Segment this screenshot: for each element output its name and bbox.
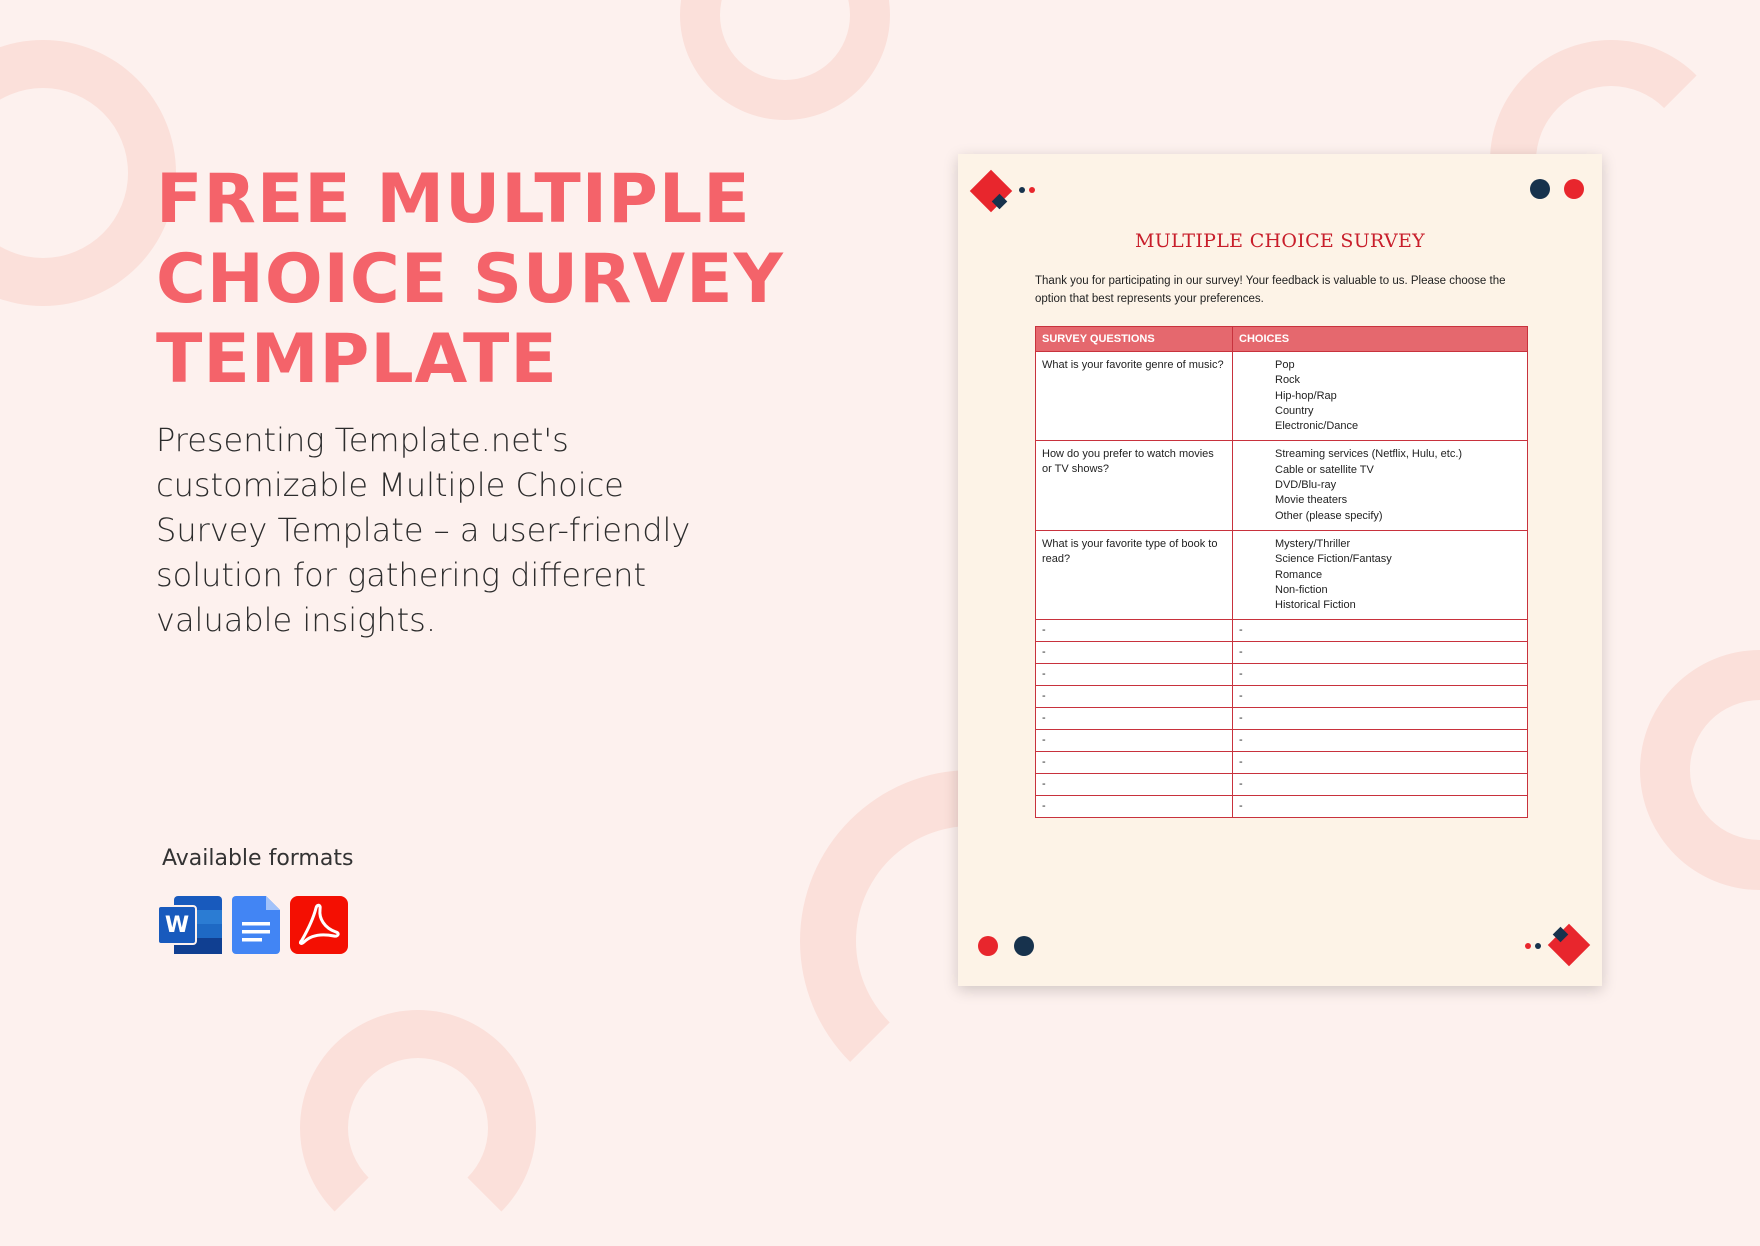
blank-cell: - (1233, 774, 1528, 796)
background-arc (680, 0, 890, 120)
blank-cell: - (1233, 642, 1528, 664)
question-cell: What is your favorite genre of music? (1036, 352, 1233, 441)
choice-item: Mystery/Thriller (1275, 537, 1351, 550)
blank-row (1036, 620, 1528, 642)
red-dot-icon (978, 936, 998, 956)
title-line: TEMPLATE (156, 320, 558, 399)
navy-dot-icon (1014, 936, 1034, 956)
page-title (156, 160, 796, 400)
word-icon-letter: W (164, 913, 190, 938)
formats-label: Available formats (162, 846, 354, 871)
title-line: FREE MULTIPLE (156, 160, 751, 239)
blank-cell: - (1233, 686, 1528, 708)
column-header: SURVEY QUESTIONS (1036, 327, 1233, 352)
format-icons (156, 894, 348, 960)
choices-cell (1233, 352, 1528, 441)
navy-dot-icon (1530, 179, 1550, 199)
choices-cell (1233, 441, 1528, 530)
choice-item: Hip-hop/Rap (1275, 389, 1337, 402)
background-arc (0, 40, 176, 306)
blank-cell: - (1036, 686, 1233, 708)
word-icon[interactable] (156, 894, 224, 960)
blank-row (1036, 708, 1528, 730)
question-cell: How do you prefer to watch movies or TV shows? (1036, 441, 1233, 530)
choice-item: Rock (1275, 374, 1301, 387)
google-docs-icon[interactable] (232, 894, 282, 960)
choice-item: Movie theaters (1275, 494, 1348, 507)
choice-item: DVD/Blu-ray (1275, 479, 1337, 492)
blank-cell: - (1233, 730, 1528, 752)
blank-cell: - (1036, 708, 1233, 730)
hero-description: Presenting Template.net's customizable Multiple Choice Survey Template – a user-friendly solution for gathering different valuable insights. (156, 421, 691, 639)
choice-item: Science Fiction/Fantasy (1275, 553, 1392, 566)
blank-cell: - (1036, 774, 1233, 796)
document-intro: Thank you for participating in our survey! Your feedback is valuable to us. Please choose the option that best represents your preferences. (1035, 275, 1506, 305)
pdf-icon[interactable] (290, 896, 348, 958)
choice-item: Country (1275, 404, 1314, 417)
blank-cell: - (1036, 642, 1233, 664)
blank-cell: - (1036, 796, 1233, 818)
title-line: CHOICE SURVEY (156, 240, 784, 319)
document-title: MULTIPLE CHOICE SURVEY (1134, 230, 1426, 252)
choice-item: Pop (1275, 359, 1295, 371)
blank-cell: - (1233, 620, 1528, 642)
background-arc (1640, 650, 1760, 890)
table-row (1036, 441, 1528, 530)
blank-cell: - (1036, 620, 1233, 642)
diamond-logo-icon (1518, 916, 1594, 972)
choices-cell (1233, 530, 1528, 619)
document-preview (958, 154, 1602, 986)
blank-cell: - (1233, 796, 1528, 818)
blank-cell: - (1036, 664, 1233, 686)
blank-row (1036, 664, 1528, 686)
choice-item: Historical Fiction (1275, 599, 1356, 612)
choice-item: Streaming services (Netflix, Hulu, etc.) (1275, 448, 1463, 461)
blank-row (1036, 796, 1528, 818)
table-row (1036, 352, 1528, 441)
blank-row (1036, 686, 1528, 708)
choice-item: Electronic/Dance (1275, 420, 1359, 433)
red-dot-icon (1564, 179, 1584, 199)
blank-cell: - (1233, 664, 1528, 686)
blank-cell: - (1233, 752, 1528, 774)
diamond-logo-icon (966, 164, 1042, 220)
choice-item: Non-fiction (1275, 583, 1328, 596)
question-cell: What is your favorite type of book to read? (1036, 530, 1233, 619)
column-header: CHOICES (1233, 327, 1528, 352)
choice-item: Other (please specify) (1275, 509, 1383, 522)
choice-item: Romance (1275, 568, 1323, 581)
background-arc (300, 1010, 536, 1246)
blank-cell: - (1036, 730, 1233, 752)
table-header-row (1036, 327, 1528, 352)
choice-item: Cable or satellite TV (1275, 463, 1374, 476)
blank-row (1036, 752, 1528, 774)
blank-cell: - (1233, 708, 1528, 730)
blank-row (1036, 730, 1528, 752)
blank-cell: - (1036, 752, 1233, 774)
blank-row (1036, 774, 1528, 796)
survey-table (1035, 326, 1528, 818)
table-row (1036, 530, 1528, 619)
blank-row (1036, 642, 1528, 664)
